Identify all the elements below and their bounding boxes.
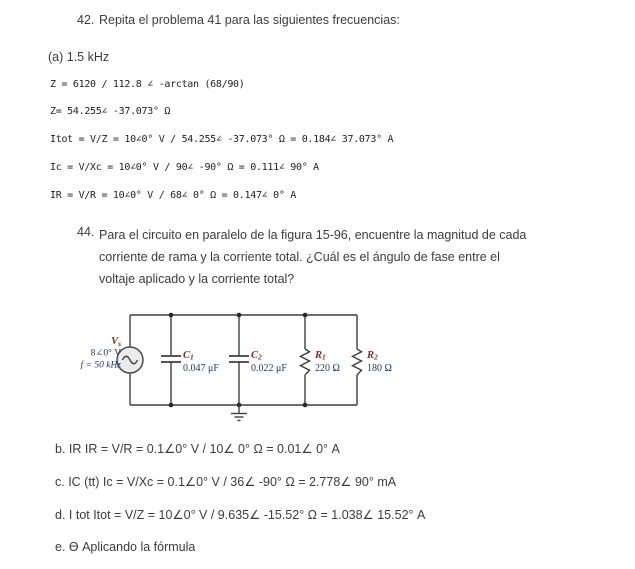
- work-line-itot: Itot = V/Z = 10∠0° V / 54.255∠ -37.073° Ω = 0.184∠ 37.073° A: [50, 134, 394, 145]
- c2-value-label: 0.022 μF: [251, 363, 287, 374]
- problem-44-number: 44.: [77, 225, 95, 239]
- c1-name-label: C1: [183, 350, 194, 362]
- r1-name-label: R1: [315, 350, 326, 362]
- circuit-diagram: [80, 303, 410, 433]
- source-name-label: Vs: [111, 336, 121, 348]
- resistor-r2: [353, 315, 392, 405]
- answer-line-e: e. Ө Aplicando la fórmula: [55, 540, 196, 554]
- problem-44-text: [99, 224, 526, 290]
- problem-44-heading: [77, 224, 617, 290]
- c1-value-label: 0.047 μF: [183, 363, 219, 374]
- voltage-source: [81, 315, 143, 405]
- resistor-r1: [301, 315, 340, 405]
- source-voltage-label: 8∠0° V: [90, 348, 121, 359]
- problem-42-heading: [77, 12, 597, 28]
- work-line-z2: Z= 54.255∠ -37.073° Ω: [50, 106, 171, 117]
- source-frequency-label: f = 50 kHz: [80, 360, 121, 371]
- answer-line-c: c. IC (tt) Ic = V/Xc = 0.1∠0° V / 36∠ -90° Ω = 2.778∠ 90° mA: [55, 475, 397, 489]
- part-a-label: (a) 1.5 kHz: [48, 50, 110, 64]
- answer-line-b: b. IR IR = V/R = 0.1∠0° V / 10∠ 0° Ω = 0.01∠ 0° A: [55, 442, 340, 456]
- answer-line-d: d. I tot Itot = V/Z = 10∠0° V / 9.635∠ -15.52° Ω = 1.038∠ 15.52° A: [55, 508, 426, 522]
- problem-44-line1: Para el circuito en paralelo de la figura 15-96, encuentre la magnitud de cada: [99, 228, 527, 242]
- r2-name-label: R2: [367, 350, 378, 362]
- work-line-ic: Ic = V/Xc = 10∠0° V / 90∠ -90° Ω = 0.111∠ 90° A: [50, 162, 319, 173]
- ground-icon: [231, 405, 247, 421]
- work-line-z1: Z = 6120 / 112.8 ∠ -arctan (68/90): [50, 79, 245, 90]
- c1-plates: [161, 356, 181, 362]
- r2-zigzag: [353, 349, 362, 375]
- r1-zigzag: [301, 349, 310, 375]
- problem-42-number: 42.: [77, 13, 95, 27]
- c2-plates: [229, 356, 249, 362]
- r2-value-label: 180 Ω: [367, 363, 392, 374]
- work-line-ir: IR = V/R = 10∠0° V / 68∠ 0° Ω = 0.147∠ 0° A: [50, 190, 296, 201]
- problem-44-line2: corriente de rama y la corriente total. ¿Cuál es el ángulo de fase entre el: [99, 250, 500, 264]
- r1-value-label: 220 Ω: [315, 363, 340, 374]
- problem-44-line3: voltaje aplicado y la corriente total?: [99, 272, 295, 286]
- capacitor-c2: [229, 315, 287, 405]
- problem-42-title: Repita el problema 41 para las siguientes frecuencias:: [99, 13, 400, 27]
- capacitor-c1: [161, 315, 219, 405]
- c2-name-label: C2: [251, 350, 262, 362]
